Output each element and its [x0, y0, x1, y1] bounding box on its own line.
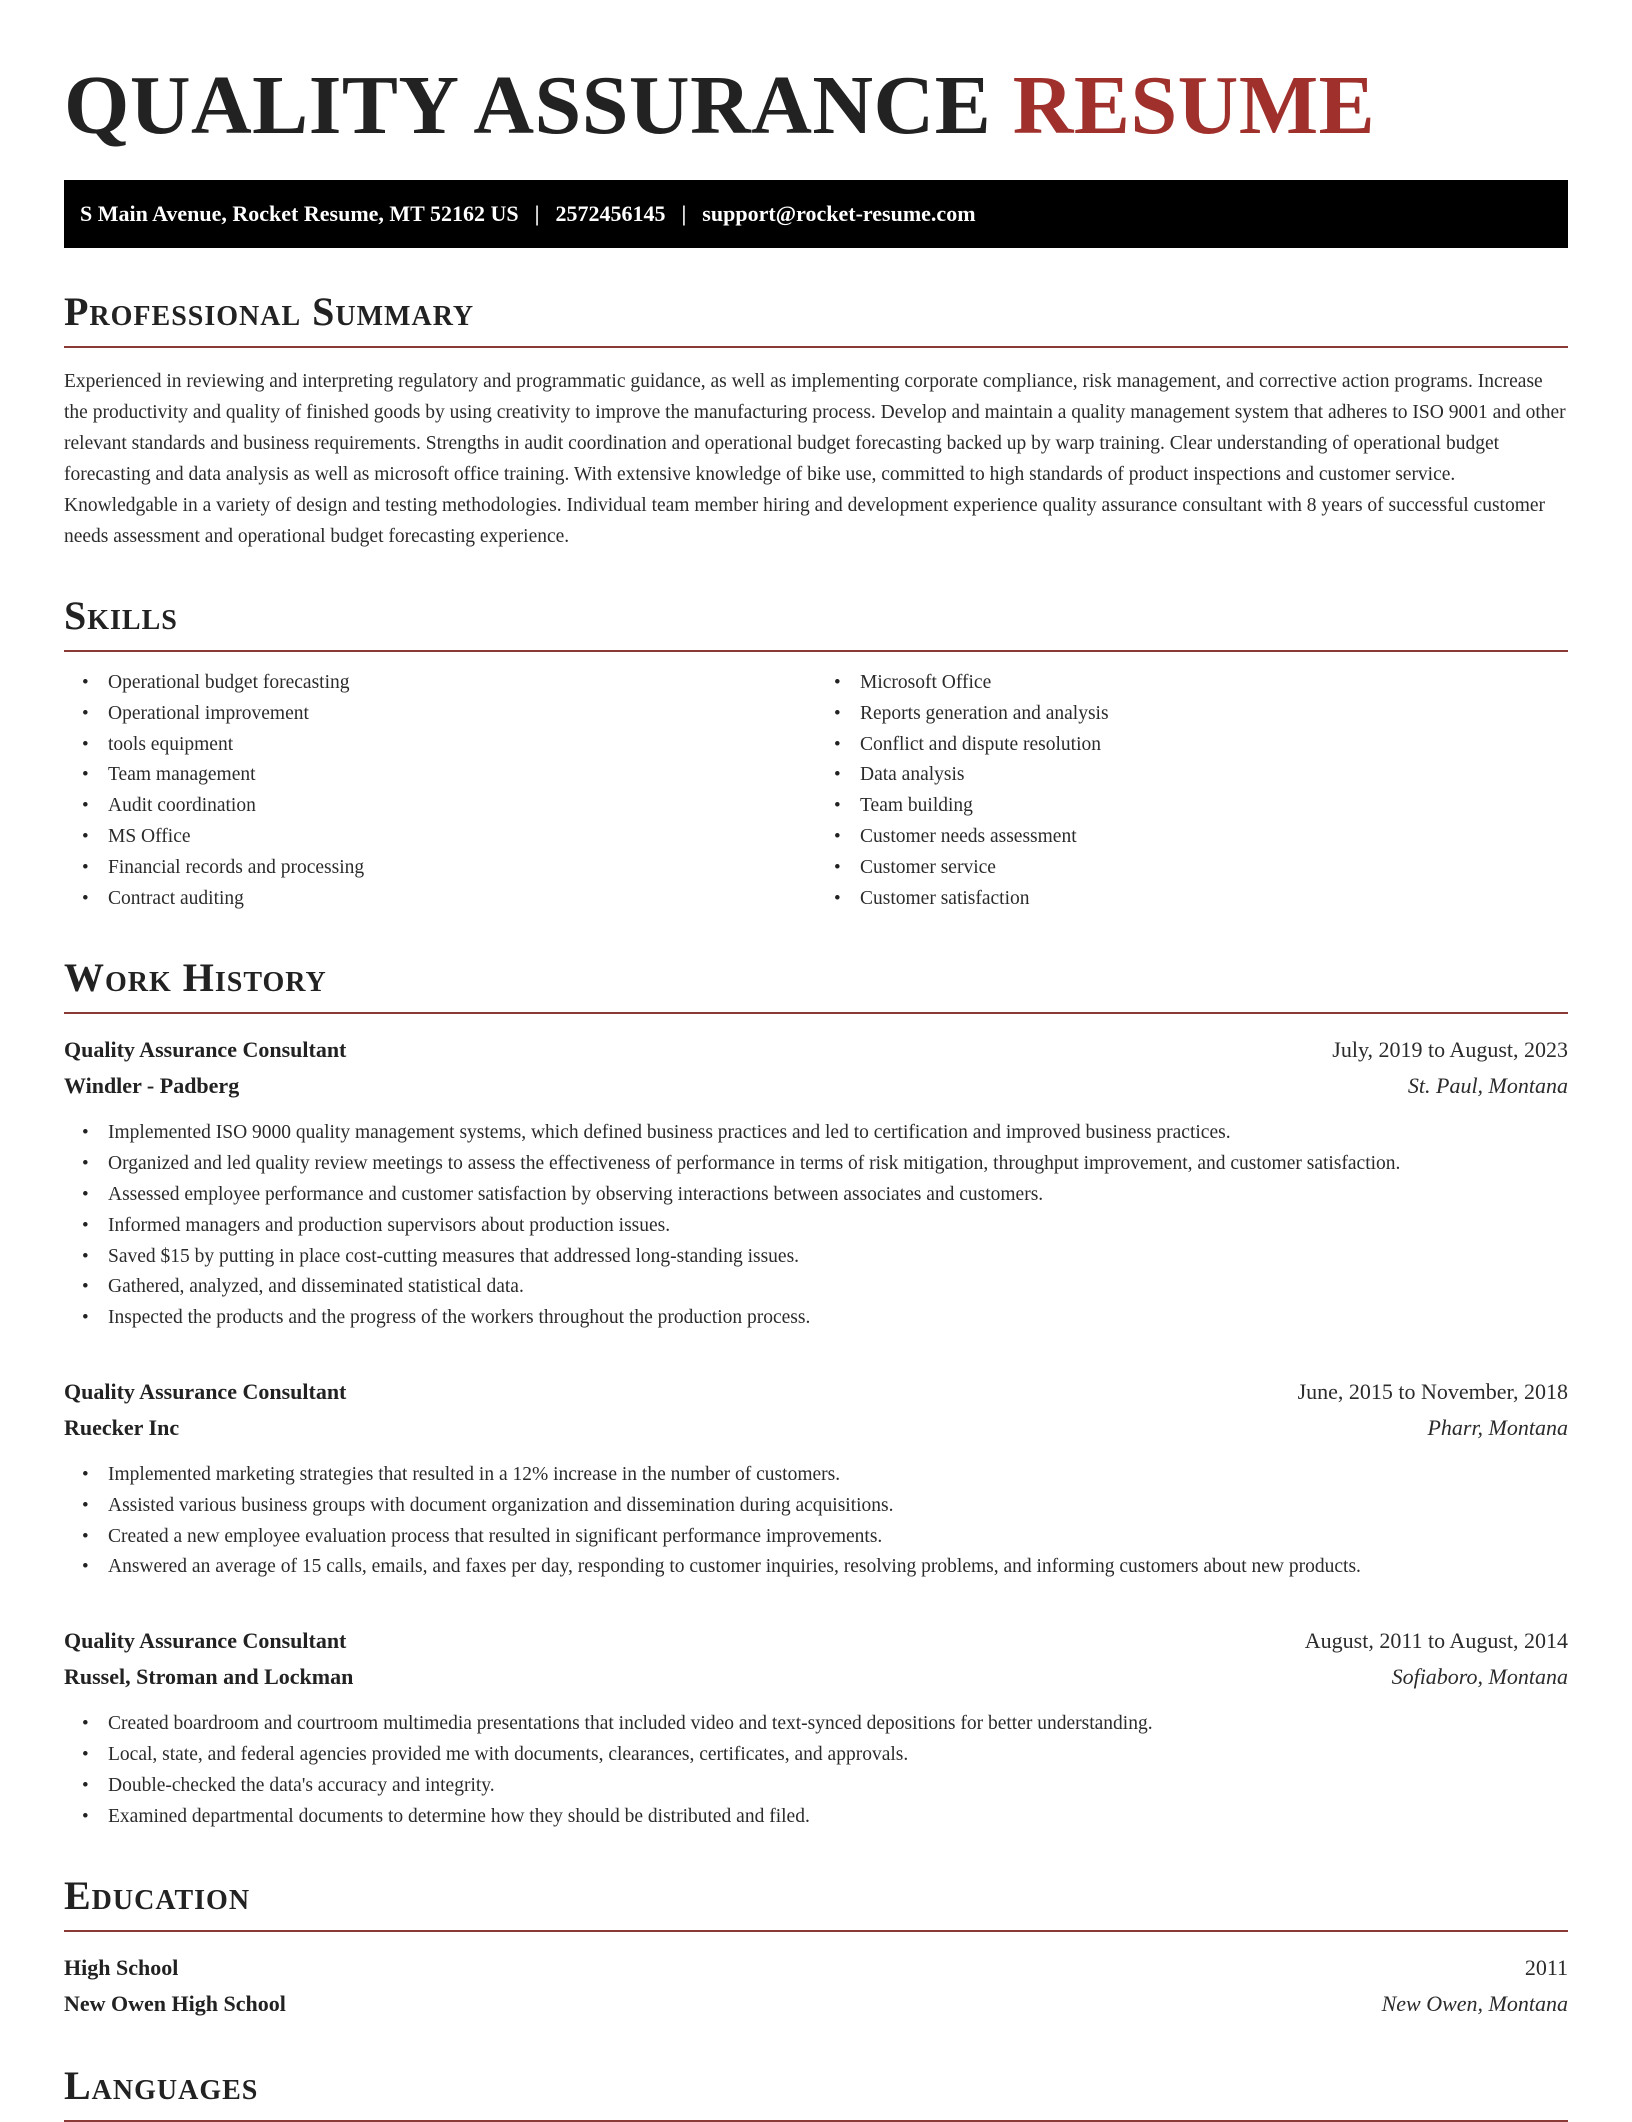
education-school-row [64, 1986, 1568, 2022]
job-company-row [64, 1659, 1568, 1695]
skill-item: • Conflict and dispute resolution [860, 730, 1568, 761]
skill-item: • Contract auditing [108, 884, 816, 915]
job-bullet: • Local, state, and federal agencies provided me with documents, clearances, certificates, and approvals. [108, 1740, 1568, 1771]
job-bullet: • Organized and led quality review meetings to assess the effectiveness of performance in terms of risk mitigation, throughput improvement, and customer satisfaction. [108, 1149, 1568, 1180]
job-bullet: • Answered an average of 15 calls, emails, and faxes per day, responding to customer inquiries, resolving problems, and informing customers about new products. [108, 1552, 1568, 1583]
education-year: 2011 [1524, 1955, 1568, 1981]
skill-item: • Reports generation and analysis [860, 699, 1568, 730]
education-entry [64, 1950, 1568, 2022]
skills-columns [64, 668, 1568, 914]
title-accent: RESUME [1012, 59, 1376, 152]
job-location: Pharr, Montana [1427, 1414, 1568, 1440]
job-title: Quality Assurance Consultant [64, 1037, 347, 1063]
job-bullets [64, 1118, 1568, 1334]
job-bullet: • Examined departmental documents to determine how they should be distributed and filed. [108, 1802, 1568, 1833]
skills-section [64, 593, 1568, 914]
job-bullet: • Gathered, analyzed, and disseminated statistical data. [108, 1272, 1568, 1303]
job-bullet: • Assisted various business groups with document organization and dissemination during acquisitions. [108, 1491, 1568, 1522]
education-degree: High School [64, 1955, 179, 1981]
education-section [64, 1873, 1568, 2022]
summary-section [64, 289, 1568, 552]
skill-item: • Financial records and processing [108, 853, 816, 884]
job-bullet: • Inspected the products and the progress of the workers throughout the production process. [108, 1303, 1568, 1334]
skill-item: • Team management [108, 760, 816, 791]
job-title-row [64, 1623, 1568, 1659]
job-bullets [64, 1460, 1568, 1583]
contact-address: S Main Avenue, Rocket Resume, MT 52162 US [80, 201, 519, 226]
summary-text: Experienced in reviewing and interpreting regulatory and programmatic guidance, as well as implementing corporate compliance, risk management, and corrective action programs. Increase the productivity and quality of finished goods by using creativity to improve the manufacturing process. Develop and maintain a quality management system that adheres to ISO 9001 and other relevant standards and business requirements. Strengths in audit coordination and operational budget forecasting backed up by warp training. Clear understanding of operational budget forecasting and data analysis as well as microsoft office training. With extensive knowledge of bike use, committed to high standards of product inspections and customer service. Knowledgable in a variety of design and testing methodologies. Individual team member hiring and development experience quality assurance consultant with 8 years of successful customer needs assessment and operational budget forecasting experience. [64, 371, 1566, 547]
languages-heading: Languages [64, 2066, 1568, 2122]
job-title-row [64, 1374, 1568, 1410]
job-bullet: • Double-checked the data's accuracy and integrity. [108, 1771, 1568, 1802]
job-bullet: • Implemented ISO 9000 quality management systems, which defined business practices and led to certification and improved business practices. [108, 1118, 1568, 1149]
education-school: New Owen High School [64, 1991, 286, 2017]
skill-item: • Customer service [860, 853, 1568, 884]
contact-phone: 2572456145 [555, 201, 666, 226]
contact-bar [64, 180, 1568, 248]
job-dates: August, 2011 to August, 2014 [1304, 1628, 1568, 1654]
resume-title [64, 59, 1568, 152]
skills-heading: Skills [64, 596, 1568, 652]
education-location: New Owen, Montana [1381, 1991, 1568, 2017]
job-company: Ruecker Inc [64, 1414, 180, 1440]
job-company: Russel, Stroman and Lockman [64, 1664, 354, 1690]
job-bullet: • Saved $15 by putting in place cost-cutting measures that addressed long-standing issues. [108, 1242, 1568, 1273]
contact-separator: | [681, 201, 687, 226]
job-bullet: • Created a new employee evaluation process that resulted in significant performance improvements. [108, 1522, 1568, 1553]
skill-item: • Data analysis [860, 760, 1568, 791]
education-heading: Education [64, 1876, 1568, 1932]
skill-item: • Customer needs assessment [860, 822, 1568, 853]
job-bullet: • Assessed employee performance and customer satisfaction by observing interactions between associates and customers. [108, 1180, 1568, 1211]
job-dates: June, 2015 to November, 2018 [1297, 1378, 1568, 1404]
skill-item: • Operational budget forecasting [108, 668, 816, 699]
contact-separator: | [534, 201, 540, 226]
skill-item: • tools equipment [108, 730, 816, 761]
job-entry [64, 1032, 1568, 1334]
skill-item: • Audit coordination [108, 791, 816, 822]
job-bullet: • Implemented marketing strategies that resulted in a 12% increase in the number of customers. [108, 1460, 1568, 1491]
job-title-row [64, 1032, 1568, 1068]
skills-list-left [64, 668, 816, 914]
job-bullet: • Informed managers and production supervisors about production issues. [108, 1211, 1568, 1242]
education-degree-row [64, 1950, 1568, 1986]
work-history-heading: Work History [64, 958, 1568, 1014]
job-bullets [64, 1709, 1568, 1832]
summary-heading: Professional Summary [64, 292, 1568, 348]
job-dates: July, 2019 to August, 2023 [1332, 1037, 1568, 1063]
job-company-row [64, 1410, 1568, 1446]
job-title: Quality Assurance Consultant [64, 1378, 347, 1404]
skill-item: • Team building [860, 791, 1568, 822]
job-title: Quality Assurance Consultant [64, 1628, 347, 1654]
job-company: Windler - Padberg [64, 1073, 240, 1099]
contact-email: support@rocket-resume.com [702, 201, 976, 226]
job-location: Sofiaboro, Montana [1391, 1664, 1568, 1690]
job-entry [64, 1374, 1568, 1583]
job-location: St. Paul, Montana [1407, 1073, 1568, 1099]
skill-item: • Operational improvement [108, 699, 816, 730]
title-main: QUALITY ASSURANCE [64, 59, 992, 152]
skills-list-right [816, 668, 1568, 914]
work-history-section [64, 955, 1568, 1832]
job-company-row [64, 1068, 1568, 1104]
skill-item: • Microsoft Office [860, 668, 1568, 699]
job-bullet: • Created boardroom and courtroom multimedia presentations that included video and text-synced depositions for better understanding. [108, 1709, 1568, 1740]
job-entry [64, 1623, 1568, 1832]
skill-item: • Customer satisfaction [860, 884, 1568, 915]
languages-section [64, 2063, 1568, 2122]
skill-item: • MS Office [108, 822, 816, 853]
